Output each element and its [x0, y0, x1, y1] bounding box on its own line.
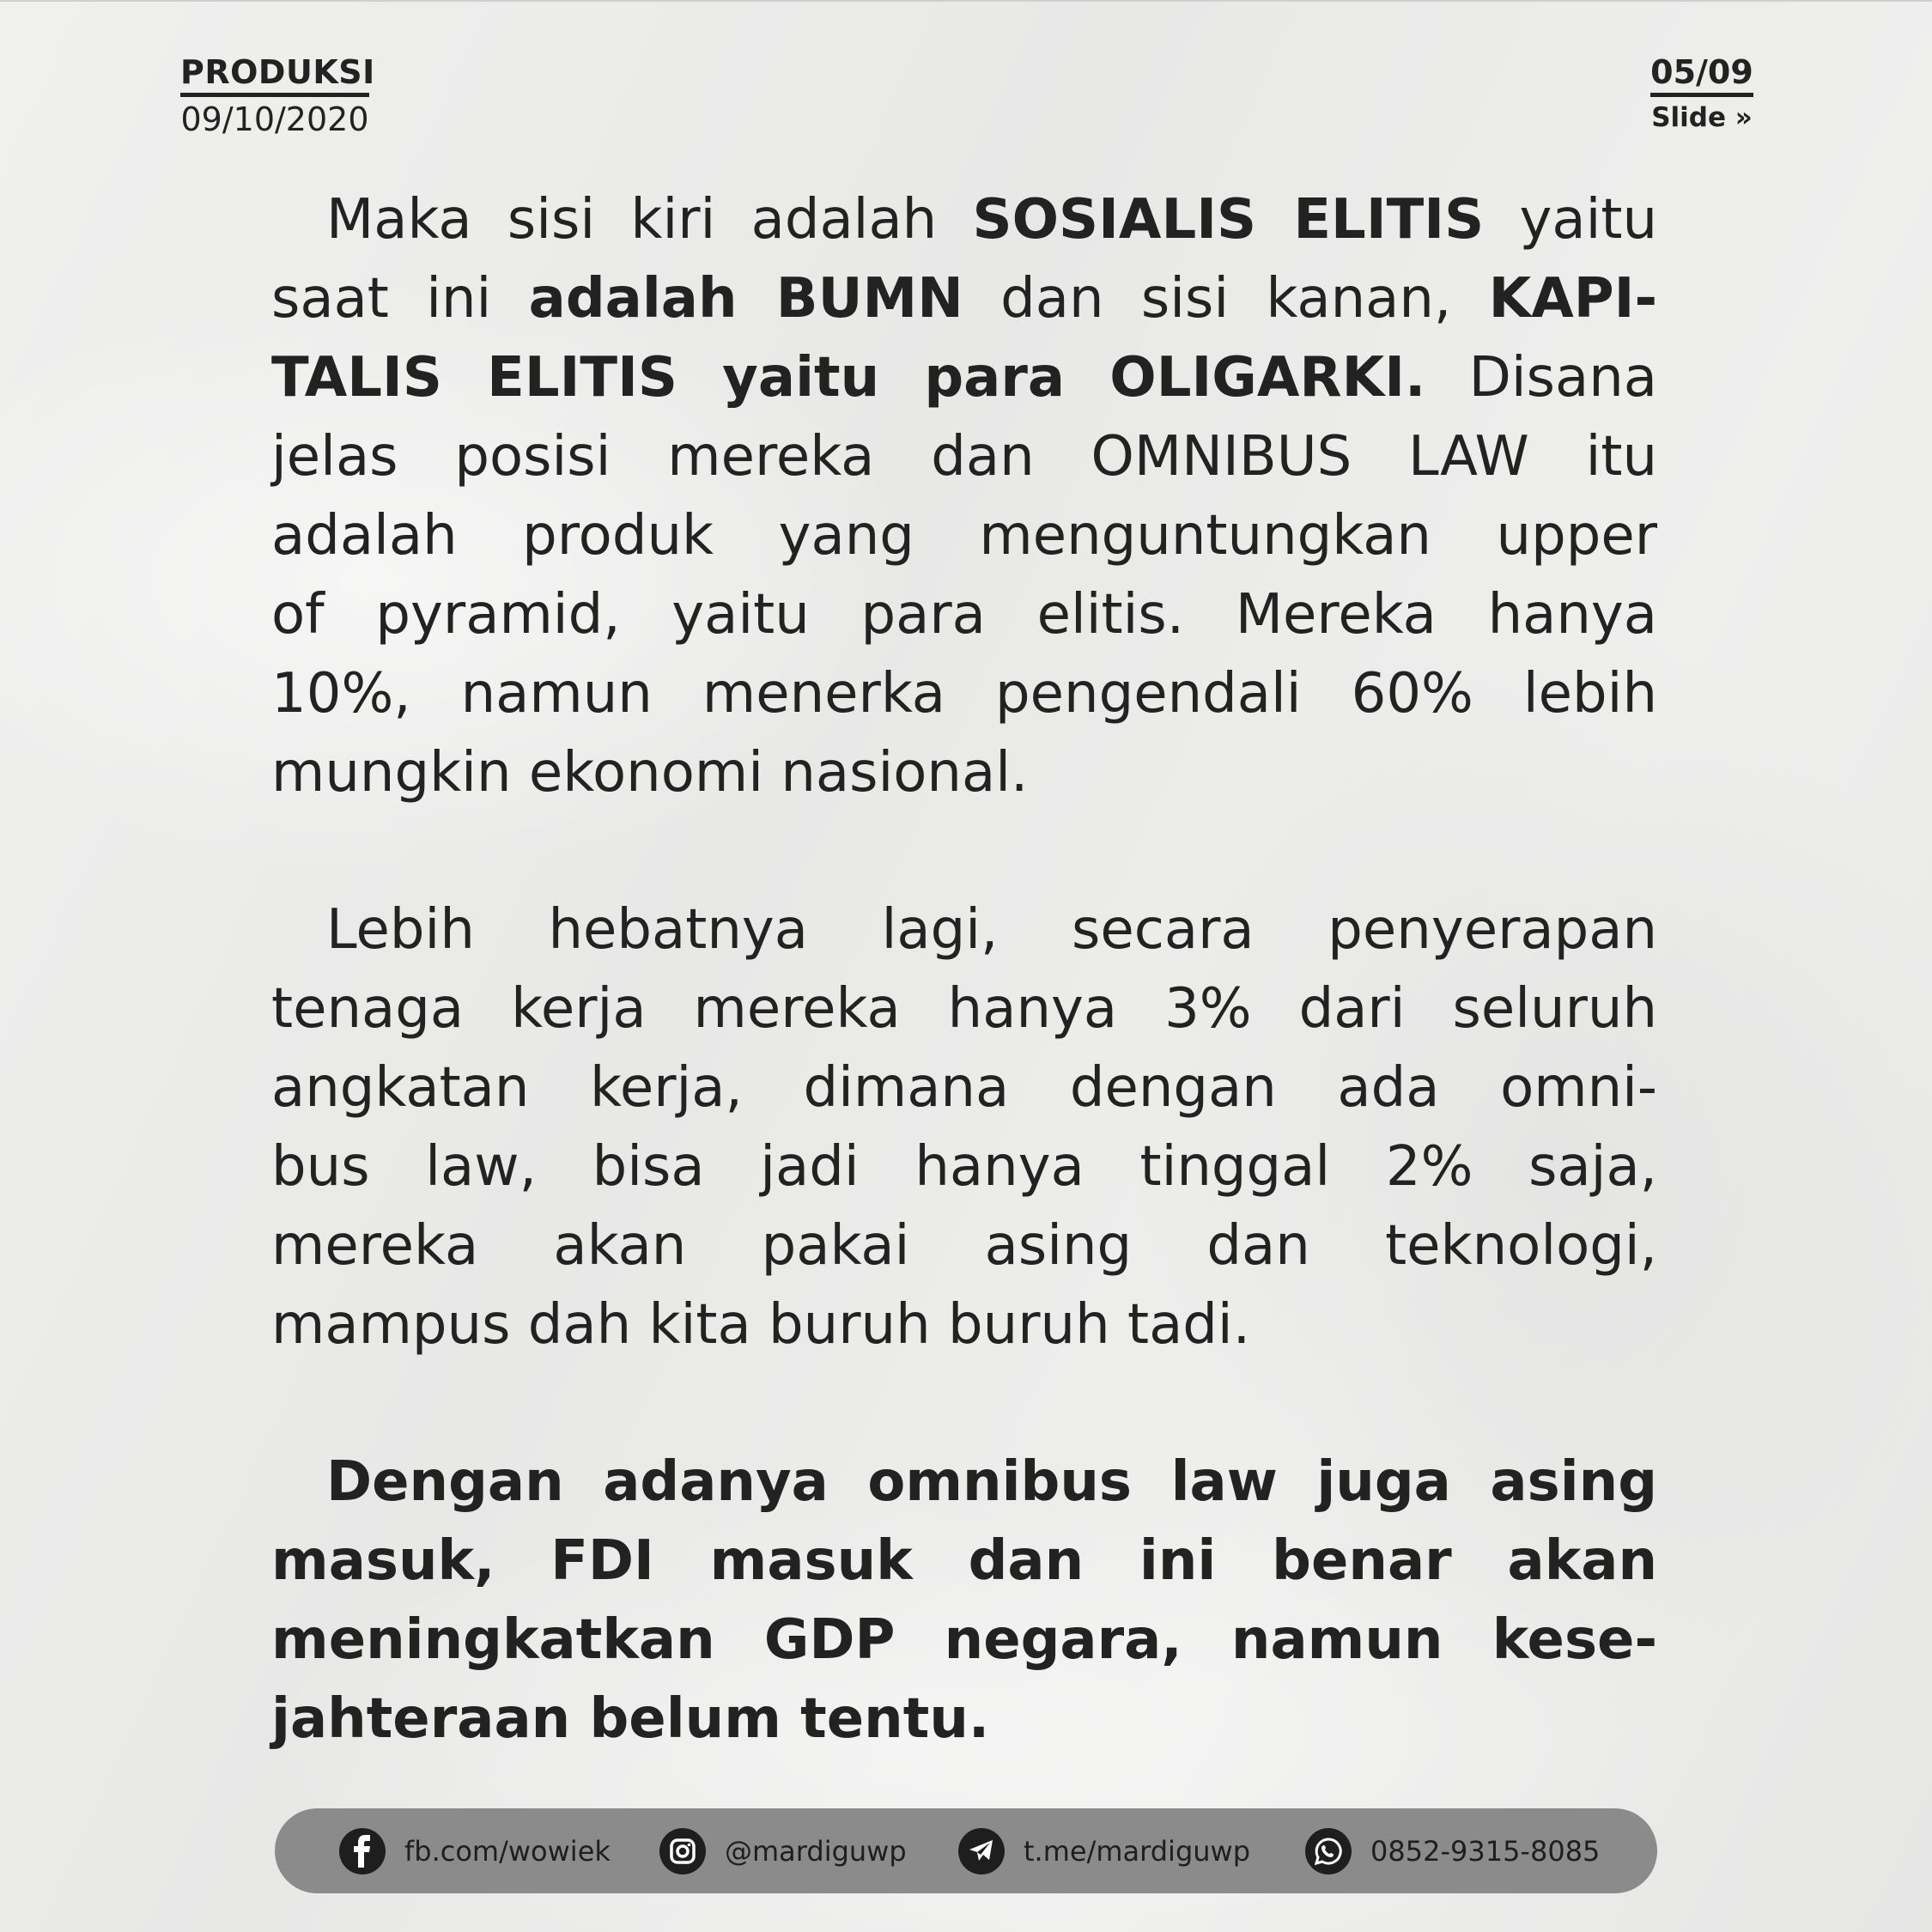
date-label: 09/10/2020 — [180, 100, 369, 138]
paragraph-2 — [271, 890, 1657, 1364]
telegram-link[interactable] — [958, 1829, 1250, 1874]
text-run: adalah produk yang menguntungkan upper — [271, 504, 1657, 568]
text-run: saat ini — [271, 267, 529, 331]
text-line: meningkatkan GDP negara, namun kese- — [271, 1608, 1657, 1672]
text-run: dan sisi kanan, — [963, 267, 1489, 331]
text-run: yaitu — [1484, 188, 1658, 252]
text-run: mungkin ekonomi nasional. — [271, 741, 1029, 805]
bold-text: KAPI- — [1488, 267, 1658, 331]
text-run: Maka sisi kiri adalah — [326, 188, 973, 252]
double-chevron-right-icon: » — [1735, 102, 1753, 133]
text-run: Disana — [1425, 346, 1657, 410]
text-line: jahteraan belum tentu. — [271, 1687, 990, 1751]
slide-label: Slide — [1651, 102, 1726, 133]
text-line: angkatan kerja, dimana dengan ada omni- — [271, 1056, 1657, 1120]
text-line — [271, 733, 1657, 812]
facebook-link[interactable] — [339, 1829, 611, 1874]
text-line: masuk, FDI masuk dan ini benar akan — [271, 1529, 1657, 1593]
text-line — [271, 575, 1657, 654]
bold-text: SOSIALIS ELITIS — [972, 188, 1485, 252]
text-line: mereka akan pakai asing dan teknologi, — [271, 1214, 1657, 1278]
text-line: Dengan adanya omnibus law juga asing — [326, 1450, 1657, 1514]
header-category-block — [180, 53, 375, 138]
slide-number: 05/09 — [1650, 53, 1753, 91]
paragraph-1 — [271, 180, 1657, 812]
bold-text: TALIS ELITIS yaitu para OLIGARKI. — [271, 346, 1426, 410]
text-line — [271, 654, 1657, 733]
top-border — [0, 0, 1932, 2]
text-line — [271, 180, 1657, 259]
header-slide-block — [1650, 53, 1753, 135]
facebook-icon — [339, 1828, 386, 1874]
whatsapp-label: 0852-9315-8085 — [1370, 1835, 1601, 1868]
whatsapp-link[interactable] — [1305, 1829, 1600, 1874]
text-run: of pyramid, yaitu para elitis. Mereka hanya — [271, 583, 1657, 647]
text-run: jelas posisi mereka dan OMNIBUS LAW itu — [271, 425, 1657, 489]
text-line — [271, 496, 1657, 575]
slide-next[interactable] — [1650, 100, 1753, 135]
instagram-link[interactable] — [659, 1829, 907, 1874]
slide-divider — [1650, 93, 1753, 97]
text-line — [271, 259, 1657, 338]
paragraph-3-emphasis — [271, 1443, 1657, 1759]
whatsapp-icon — [1305, 1828, 1352, 1874]
category-label: PRODUKSI — [180, 53, 375, 91]
category-divider — [180, 93, 369, 97]
text-run: 10%, namun menerka pengendali 60% lebih — [271, 662, 1657, 726]
instagram-icon — [659, 1828, 706, 1874]
bold-text: adalah BUMN — [528, 267, 963, 331]
text-line: bus law, bisa jadi hanya tinggal 2% saja, — [271, 1135, 1657, 1199]
telegram-icon — [958, 1828, 1005, 1874]
instagram-label: @mardiguwp — [725, 1835, 907, 1868]
telegram-label: t.me/mardiguwp — [1024, 1835, 1251, 1868]
contact-bar — [275, 1808, 1657, 1893]
text-line — [271, 417, 1657, 496]
text-line — [271, 338, 1657, 417]
facebook-label: fb.com/wowiek — [404, 1835, 611, 1868]
text-line: mampus dah kita buruh buruh tadi. — [271, 1293, 1251, 1357]
text-line: Lebih hebatnya lagi, secara penyerapan — [326, 898, 1657, 962]
text-line: tenaga kerja mereka hanya 3% dari seluruh — [271, 977, 1657, 1041]
article-body — [271, 180, 1657, 1837]
